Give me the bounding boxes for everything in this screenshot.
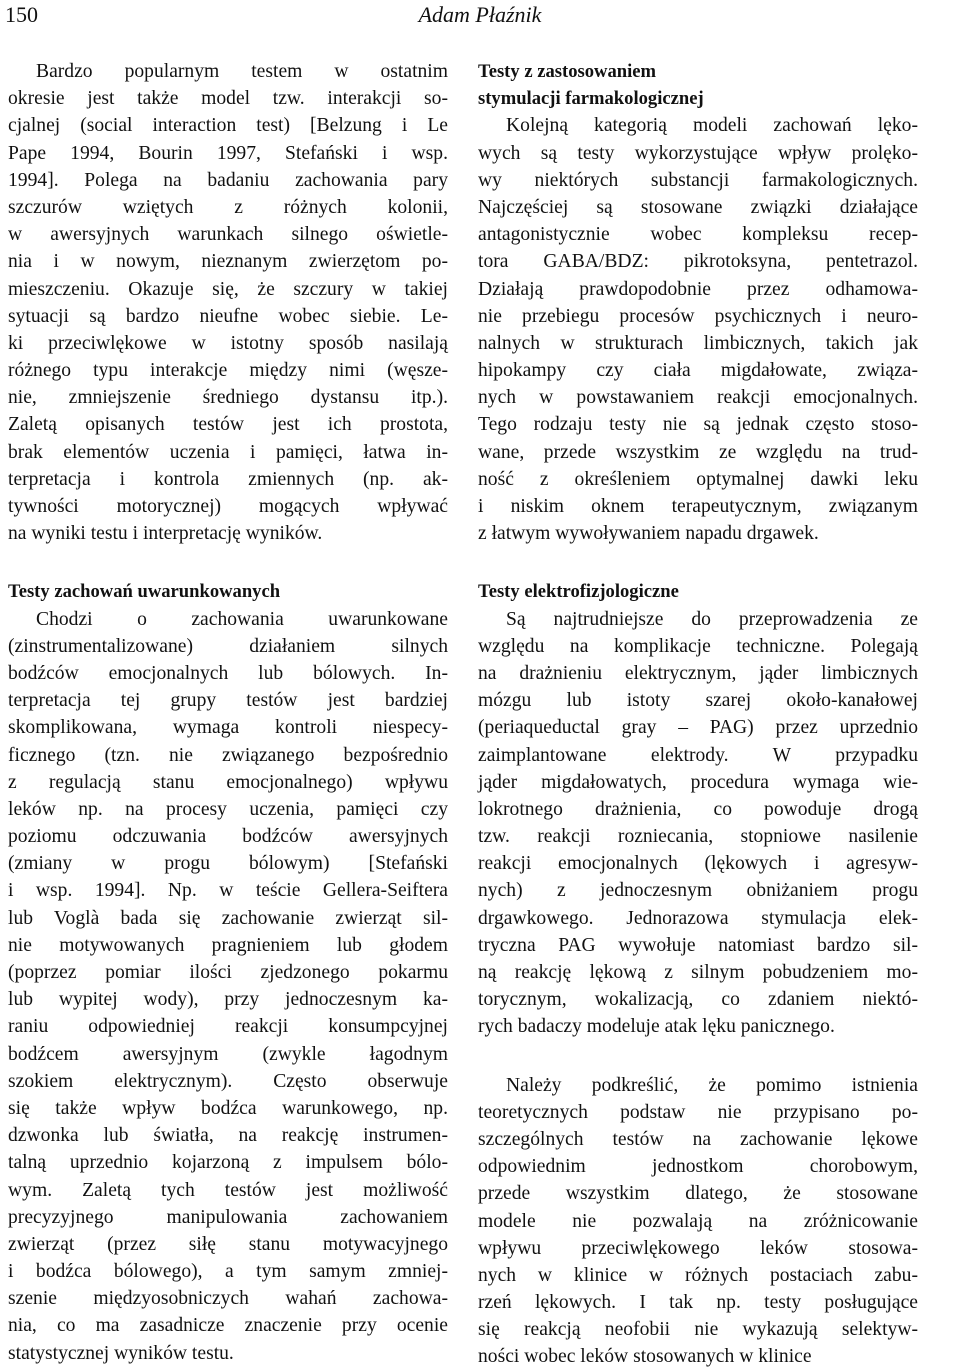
text-line: przede wszystkim dlatego, że stosowane (478, 1183, 918, 1205)
paragraph-conclusion (478, 1072, 918, 1371)
text-line: reakcji emocjonalnych (lękowych i agresyw- (478, 853, 918, 875)
text-line: Pape 1994, Bourin 1997, Stefański i wsp. (8, 142, 448, 164)
text-line: (zinstrumentalizowane) działaniem silnych (8, 635, 448, 657)
text-line: mieszczeniu. Okazuje się, że szczury w takiej (8, 278, 448, 300)
text-line: lokrotnego drażnienia, co powoduje drogą (478, 798, 918, 820)
text-line: tryczna PAG wywołuje natomiast bardzo sil- (478, 934, 918, 956)
text-line: nalnych w strukturach limbicznych, takich jak (478, 332, 918, 354)
text-line: nych) z jednoczesnym obniżaniem progu (478, 880, 918, 902)
text-line: leków np. na procesy uczenia, pamięci czy (8, 798, 448, 820)
text-line: terpretacja tej grupy testów jest bardziej (8, 690, 448, 712)
text-line: brak elementów uczenia i pamięci, łatwa in- (8, 441, 448, 463)
text-line: z łatwym wywoływaniem napadu drgawek. (478, 523, 819, 545)
text-line: tzw. reakcji rozniecania, stopniowe nasilenie (478, 826, 918, 848)
text-line: (zmiany w progu bólowym) [Stefański (8, 853, 448, 875)
heading-line: Testy z zastosowaniem (478, 61, 657, 82)
text-line: wpływu przeciwlękowego leków stosowa- (478, 1237, 918, 1259)
text-line: lub Voglà bada się zachowanie zwierząt sil- (8, 907, 448, 929)
text-line: Kolejną kategorią modeli zachowań lęko- (506, 115, 918, 137)
text-line: zwierząt (przez siłę stanu motywacyjnego (8, 1233, 448, 1255)
text-line: 1994]. Polega na badaniu zachowania pary (8, 169, 448, 191)
page-number: 150 (5, 2, 38, 27)
text-line: ną reakcję lękową z silnym pobudzeniem mo- (478, 962, 918, 983)
text-line: wane, przede wszystkim ze względu na trud- (478, 441, 918, 463)
text-line: różnego typu interakcje między nimi (węsze- (8, 360, 448, 382)
heading-line: stymulacji farmakologicznej (478, 88, 704, 110)
text-line: się także wpływ bodźca warunkowego, np. (8, 1097, 448, 1119)
text-line: tywności motorycznej) mogących wpływać (8, 496, 448, 517)
text-line: i niskim oknem terapeutycznym, związanym (478, 496, 918, 517)
text-line: lub wypitej wody), przy jednoczesnym ka- (8, 989, 448, 1011)
running-head: Adam Płaźnik (418, 2, 542, 27)
text-line: wy niektórych substancji farmakologicznych. (478, 169, 918, 191)
text-line: na wyniki testu i interpretację wyników. (8, 523, 323, 545)
text-line: się reakcją neofobii nie wykazują selektyw- (478, 1319, 918, 1341)
text-line: Bardzo popularnym testem w ostatnim (36, 61, 448, 82)
text-line: szokiem elektrycznym). Często obserwuje (8, 1070, 448, 1092)
left-column (8, 58, 448, 1367)
text-line: szczególnych testów na zachowanie lękowe (478, 1128, 918, 1150)
text-line: teoretycznych podstaw nie przypisano po- (478, 1101, 918, 1123)
text-line: nie motywowanych pragnieniem lub głodem (8, 934, 448, 956)
text-line: precyzyjnego manipulowania zachowaniem (8, 1206, 448, 1228)
paragraph-conditioned (8, 606, 448, 1367)
text-line: (poprzez pomiar ilości zjedzonego pokarmu (8, 962, 448, 983)
text-line: nie przebiegu procesów psychicznych i neuro- (478, 305, 918, 327)
text-line: dzwonka lub światła, na reakcję instrumen- (8, 1125, 448, 1147)
text-line: zaimplantowane elektrody. W przypadku (478, 744, 918, 766)
text-line: Najczęściej są stosowane związki działające (478, 196, 918, 218)
text-line: Działają prawdopodobnie przez odhamowa- (478, 278, 918, 300)
section-heading-pharmacological (478, 58, 918, 112)
text-line: rzeń lękowych. I tak np. testy posługujące (478, 1292, 918, 1314)
text-line: wym. Zaletą tych testów jest możliwość (8, 1179, 448, 1201)
text-line: Zaletą opisanych testów jest ich prostota, (8, 414, 448, 436)
text-line: ki przeciwlękowe w istotny sposób nasilają (8, 332, 448, 354)
right-column (478, 58, 918, 1371)
text-line: hipokampy czy ciała migdałowate, związa- (478, 360, 918, 382)
text-line: mózgu lub istoty szarej około-kanałowej (478, 690, 918, 712)
text-line: ności wobec leków stosowanych w klinice (478, 1346, 812, 1368)
text-line: i bodźca bólowego), a tym samym zmniej- (8, 1261, 448, 1283)
text-line: nych w powstawaniem reakcji emocjonalnych. (478, 387, 918, 409)
text-line: tora GABA/BDZ: pikrotoksyna, pentetrazol. (478, 251, 918, 273)
text-line: nia, co ma zasadnicze znaczenie przy ocenie (8, 1315, 448, 1337)
text-line: nych w klinice w różnych postaciach zabu- (478, 1264, 918, 1286)
paragraph-social-interaction (8, 58, 448, 547)
text-line: sytuacji są bardzo nieufne wobec siebie. Le- (8, 305, 448, 327)
paragraph-electrophysiological (478, 606, 918, 1041)
text-line: w awersyjnych warunkach silnego oświetle- (8, 224, 448, 246)
text-line: antagonistycznie wobec kompleksu recep- (478, 224, 918, 246)
text-line: terpretacja i kontrola zmiennych (np. ak- (8, 468, 448, 490)
text-line: względu na komplikacje techniczne. Polegają (478, 635, 918, 657)
text-line: bodźcem awersyjnym (zwykle łagodnym (8, 1043, 448, 1065)
text-line: drgawkowego. Jednorazowa stymulacja elek- (478, 907, 918, 929)
text-line: Należy podkreślić, że pomimo istnienia (506, 1074, 918, 1096)
text-line: bodźców emocjonalnych lub bólowych. In- (8, 662, 448, 684)
text-line: Są najtrudniejsze do przeprowadzenia ze (506, 608, 918, 630)
text-line: statystycznej wyników testu. (8, 1342, 234, 1364)
paragraph-pharmacological (478, 112, 918, 547)
text-line: Chodzi o zachowania uwarunkowane (36, 608, 448, 630)
text-line: na drażnieniu elektrycznym, jąder limbicznych (478, 662, 918, 684)
text-line: (periaqueductal gray – PAG) przez uprzednio (478, 717, 918, 739)
text-line: z regulacją stanu emocjonalnego) wpływu (8, 771, 448, 793)
text-line: skomplikowana, wymaga kontroli niespecy- (8, 717, 448, 739)
text-line: rych badaczy modeluje atak lęku panicznego. (478, 1016, 835, 1038)
text-line: nia i w nowym, nieznanym zwierzętom po- (8, 251, 448, 273)
text-line: Tego rodzaju testy nie są jednak często stoso- (478, 414, 918, 436)
text-line: nie, zmniejszenie średniego dystansu itp.). (8, 387, 448, 409)
text-line: szczurów wziętych z różnych kolonii, (8, 196, 448, 218)
text-line: odpowiednim jednostkom chorobowym, (478, 1156, 918, 1178)
text-line: i wsp. 1994]. Np. w teście Gellera-Seiftera (8, 880, 448, 902)
text-line: okresie jest także model tzw. interakcji so- (8, 88, 448, 110)
section-heading-conditioned: Testy zachowań uwarunkowanych (8, 581, 281, 603)
text-line: poziomu odczuwania bodźców awersyjnych (8, 826, 448, 848)
text-line: torycznym, wokalizacją, co zdaniem niektó- (478, 989, 918, 1011)
text-line: modele nie pozwalają na zróżnicowanie (478, 1210, 918, 1232)
text-line: cjalnej (social interaction test) [Belzung i Le (8, 115, 448, 137)
section-heading-electrophysiological: Testy elektrofizjologiczne (478, 581, 679, 603)
text-line: talną uprzednio kojarzoną z impulsem bólo- (8, 1152, 448, 1174)
text-line: szenie międzyosobniczych wahań zachowa- (8, 1288, 448, 1310)
text-line: ficznego (tzn. nie związanego bezpośrednio (8, 744, 448, 766)
text-line: wych są testy wykorzystujące wpływ prolęko- (478, 142, 918, 164)
text-line: jąder migdałowatych, procedura wymaga wie- (478, 771, 918, 793)
text-line: raniu odpowiedniej reakcji konsumpcyjnej (8, 1016, 448, 1038)
text-line: ność z określeniem optymalnej dawki leku (478, 468, 918, 490)
